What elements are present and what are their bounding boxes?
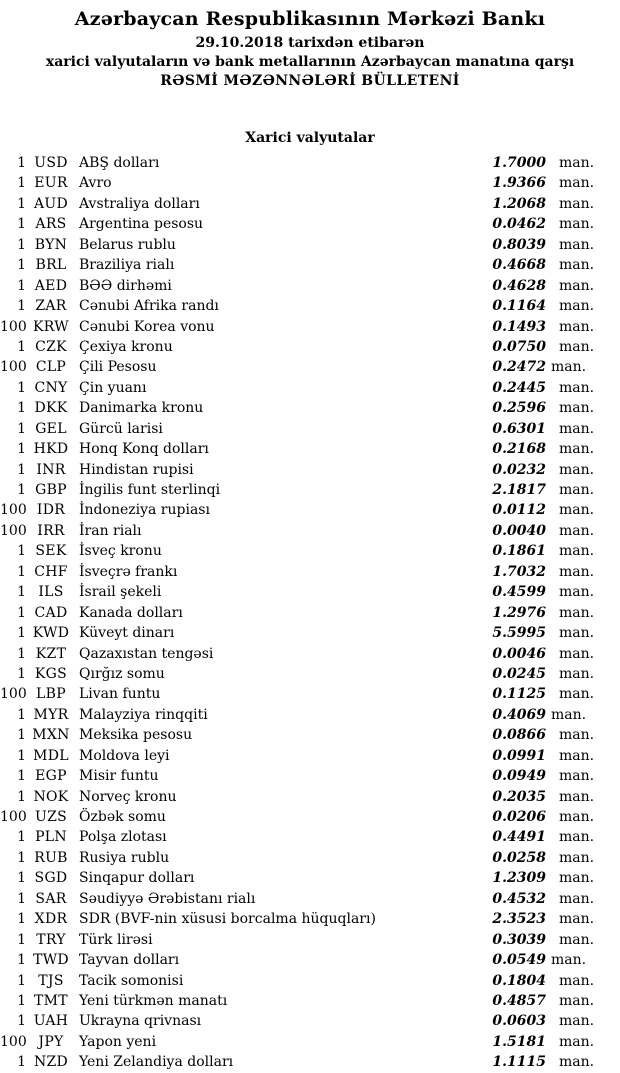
currency-rate: 0.0232	[492, 461, 546, 478]
bulletin-title: RƏSMİ MƏZƏNNƏLƏRİ BÜLLETENİ	[160, 73, 460, 89]
currency-quantity: 1	[17, 216, 26, 233]
currency-unit: man.	[559, 625, 595, 642]
currency-rate: 0.2596	[492, 400, 546, 417]
currency-code: UAH	[33, 1013, 69, 1030]
currency-unit: man.	[559, 257, 595, 274]
currency-code: ARS	[35, 216, 67, 233]
currency-name: Türk lirəsi	[79, 931, 153, 948]
subject-line: xarici valyutaların və bank metallarının Azərbaycan manatına qarşı	[45, 54, 575, 70]
currency-unit: man.	[559, 563, 595, 580]
currency-quantity: 1	[17, 890, 26, 907]
currency-row	[0, 623, 600, 643]
currency-quantity: 1	[17, 441, 26, 458]
currency-row	[0, 521, 600, 541]
currency-name: Yapon yeni	[79, 1033, 157, 1050]
currency-code: HKD	[33, 441, 69, 458]
currency-name: Çexiya kronu	[79, 338, 173, 355]
currency-quantity: 100	[0, 359, 27, 376]
currency-quantity: 1	[17, 747, 26, 764]
currency-row	[0, 173, 600, 193]
currency-rate: 1.9366	[492, 175, 546, 192]
currency-name: Qazaxıstan tengəsi	[79, 645, 214, 662]
currency-code: SGD	[34, 870, 68, 887]
currency-unit: man.	[559, 195, 595, 212]
currency-quantity: 1	[17, 563, 26, 580]
currency-quantity: 1	[17, 952, 26, 969]
currency-row	[0, 296, 600, 316]
currency-name: Küveyt dinarı	[79, 625, 175, 642]
currency-code: KWD	[32, 625, 70, 642]
currency-quantity: 1	[17, 645, 26, 662]
currency-quantity: 1	[17, 400, 26, 417]
currency-quantity: 1	[17, 849, 26, 866]
currency-name: Moldova leyi	[79, 747, 170, 764]
currency-quantity: 1	[17, 236, 26, 253]
currency-quantity: 1	[17, 461, 26, 478]
currency-name: Qırğız somu	[79, 665, 165, 682]
currency-row	[0, 378, 600, 398]
currency-code: CHF	[34, 563, 68, 580]
currency-quantity: 1	[17, 195, 26, 212]
currency-row	[0, 419, 600, 439]
currency-row	[0, 500, 600, 520]
currency-quantity: 1	[17, 420, 26, 437]
currency-rate: 2.3523	[492, 911, 546, 928]
currency-row	[0, 603, 600, 623]
currency-row	[0, 889, 600, 909]
currency-unit: man.	[559, 543, 595, 560]
bank-title: Azərbaycan Respublikasının Mərkəzi Bankı	[74, 8, 546, 30]
currency-unit: man.	[559, 1013, 595, 1030]
currency-rate: 0.0866	[492, 727, 546, 744]
currency-name: Cənubi Korea vonu	[79, 318, 215, 335]
currency-unit: man.	[559, 1054, 595, 1071]
currency-row	[0, 725, 600, 745]
currency-rate: 0.0750	[492, 338, 546, 355]
currency-quantity: 1	[17, 992, 26, 1009]
currency-quantity: 1	[17, 379, 26, 396]
currency-code: EGP	[35, 768, 67, 785]
currency-code: ILS	[38, 584, 64, 601]
currency-row	[0, 991, 600, 1011]
currency-row	[0, 337, 600, 357]
currency-code: TRY	[36, 931, 66, 948]
currency-row	[0, 971, 600, 991]
currency-unit: man.	[559, 298, 595, 315]
currency-name: Yeni Zelandiya dolları	[79, 1054, 234, 1071]
currency-rate: 0.1125	[492, 686, 546, 703]
currency-quantity: 100	[0, 1033, 27, 1050]
currency-code: TWD	[33, 952, 69, 969]
currency-row	[0, 664, 600, 684]
currency-rate: 0.4628	[492, 277, 546, 294]
currency-quantity: 100	[0, 522, 27, 539]
currency-rate: 0.0991	[492, 747, 546, 764]
currency-unit: man.	[559, 482, 595, 498]
currency-row	[0, 194, 600, 214]
currency-unit: man.	[559, 645, 595, 662]
currency-rate: 0.1804	[492, 972, 546, 989]
currency-rate: 0.2445	[492, 379, 546, 396]
currency-row	[0, 398, 600, 418]
currency-unit: man.	[559, 768, 595, 785]
currency-rate: 0.1493	[492, 318, 546, 335]
currency-unit: man.	[559, 216, 595, 233]
currency-name: Çin yuanı	[79, 379, 147, 396]
currency-code: RUB	[34, 849, 68, 866]
currency-name: Gürcü larisi	[79, 420, 163, 437]
currency-unit: man.	[559, 461, 595, 478]
currency-unit: man.	[559, 829, 595, 846]
currency-row	[0, 705, 600, 725]
currency-code: CZK	[35, 338, 67, 355]
currency-row	[0, 357, 600, 377]
currency-quantity: 1	[17, 543, 26, 560]
currency-quantity: 1	[17, 1054, 26, 1071]
currency-quantity: 1	[17, 175, 26, 192]
currency-quantity: 1	[17, 604, 26, 621]
currency-quantity: 1	[17, 931, 26, 948]
currency-unit: man.	[559, 400, 595, 417]
currency-name: Ukrayna qrivnası	[79, 1013, 202, 1030]
currency-name: İngilis funt sterlinqi	[79, 482, 221, 498]
currency-code: DKK	[34, 400, 68, 417]
currency-unit: man.	[559, 686, 595, 703]
currency-name: İndoneziya rupiası	[79, 502, 210, 519]
currency-unit: man.	[559, 727, 595, 744]
currency-unit: man.	[551, 706, 587, 723]
currency-rate: 0.4668	[492, 257, 546, 274]
currency-row	[0, 684, 600, 704]
currency-code: KRW	[33, 318, 69, 335]
currency-quantity: 1	[17, 1013, 26, 1030]
currency-rate: 0.0245	[492, 665, 546, 682]
currency-code: PLN	[35, 829, 67, 846]
currency-rate: 0.0258	[492, 849, 546, 866]
currency-code: IDR	[36, 502, 66, 519]
currency-row	[0, 235, 600, 255]
currency-row	[0, 950, 600, 970]
currency-quantity: 1	[17, 298, 26, 315]
currency-code: UZS	[34, 809, 68, 825]
currency-name: Rusiya rublu	[79, 849, 170, 866]
currency-rate: 0.2035	[492, 788, 546, 805]
currency-code: KZT	[35, 645, 67, 662]
currency-name: Hindistan rupisi	[79, 461, 194, 478]
currency-code: JPY	[38, 1033, 64, 1050]
currency-unit: man.	[559, 175, 595, 192]
currency-quantity: 1	[17, 768, 26, 785]
currency-code: USD	[34, 155, 68, 171]
currency-name: Səudiyyə Ərəbistanı rialı	[79, 890, 256, 907]
currency-name: ABŞ dolları	[79, 155, 160, 171]
currency-code: CAD	[34, 604, 68, 621]
currency-quantity: 1	[17, 277, 26, 294]
currency-row	[0, 766, 600, 786]
currency-quantity: 1	[17, 829, 26, 846]
currency-unit: man.	[559, 890, 595, 907]
currency-name: Avro	[79, 175, 112, 192]
currency-name: Kanada dolları	[79, 604, 183, 621]
currency-code: CLP	[35, 359, 67, 376]
currency-code: BYN	[34, 236, 68, 253]
currency-name: İran rialı	[79, 522, 142, 539]
currency-name: BƏƏ dirhəmi	[79, 277, 172, 294]
currency-quantity: 1	[17, 338, 26, 355]
currency-rate: 0.0949	[492, 768, 546, 785]
currency-code: SEK	[35, 543, 67, 560]
currency-row	[0, 317, 600, 337]
currency-rate: 0.0549	[492, 952, 546, 969]
currency-quantity: 1	[17, 727, 26, 744]
currency-unit: man.	[551, 952, 587, 969]
currency-code: BRL	[35, 257, 67, 274]
currency-rate: 1.2068	[492, 195, 546, 212]
currency-unit: man.	[559, 931, 595, 948]
currency-unit: man.	[559, 992, 595, 1009]
currency-unit: man.	[559, 420, 595, 437]
currency-name: Argentina pesosu	[79, 216, 204, 233]
rates-table	[0, 153, 620, 1073]
currency-row	[0, 255, 600, 275]
currency-code: LBP	[36, 686, 66, 703]
currency-row	[0, 1052, 600, 1072]
currency-row	[0, 746, 600, 766]
currency-rate: 0.2472	[492, 359, 546, 376]
currency-rate: 0.4491	[492, 829, 546, 846]
currency-code: IRR	[37, 522, 65, 539]
currency-rate: 0.0462	[492, 216, 546, 233]
currency-name: Çili Pesosu	[79, 359, 157, 376]
currency-row	[0, 480, 600, 500]
currency-row	[0, 787, 600, 807]
currency-rate: 0.4069	[492, 706, 546, 723]
currency-unit: man.	[559, 277, 595, 294]
currency-name: İsrail şekeli	[79, 584, 162, 601]
currency-name: Tayvan dolları	[79, 952, 180, 969]
currency-row	[0, 582, 600, 602]
currency-rate: 1.7032	[492, 563, 546, 580]
currency-unit: man.	[559, 809, 595, 825]
currency-row	[0, 1011, 600, 1031]
currency-rate: 0.4857	[492, 992, 546, 1009]
currency-code: MYR	[33, 706, 69, 723]
currency-rate: 1.1115	[492, 1054, 546, 1071]
currency-row	[0, 439, 600, 459]
currency-rate: 0.1164	[492, 298, 546, 315]
currency-unit: man.	[559, 236, 595, 253]
currency-row	[0, 541, 600, 561]
currency-unit: man.	[559, 379, 595, 396]
currency-quantity: 1	[17, 625, 26, 642]
currency-rate: 0.8039	[492, 236, 546, 253]
currency-code: ZAR	[35, 298, 67, 315]
currency-row	[0, 909, 600, 929]
currency-rate: 1.2976	[492, 604, 546, 621]
currency-unit: man.	[551, 359, 587, 376]
currency-name: İsveçrə frankı	[79, 563, 178, 580]
currency-unit: man.	[559, 1033, 595, 1050]
currency-code: SAR	[35, 890, 67, 907]
currency-name: Meksika pesosu	[79, 727, 193, 744]
currency-rate: 0.0046	[492, 645, 546, 662]
currency-rate: 0.0040	[492, 522, 546, 539]
currency-quantity: 1	[17, 584, 26, 601]
currency-quantity: 1	[17, 911, 26, 928]
currency-row	[0, 562, 600, 582]
currency-row	[0, 827, 600, 847]
currency-row	[0, 868, 600, 888]
currency-rate: 1.5181	[492, 1033, 546, 1050]
currency-quantity: 1	[17, 870, 26, 887]
currency-unit: man.	[559, 318, 595, 335]
currency-code: NOK	[33, 788, 69, 805]
currency-rate: 2.1817	[492, 482, 546, 498]
currency-row	[0, 214, 600, 234]
currency-name: Sinqapur dolları	[79, 870, 195, 887]
currency-quantity: 1	[17, 665, 26, 682]
currency-rate: 5.5995	[492, 625, 546, 642]
currency-row	[0, 153, 600, 173]
currency-name: SDR (BVF-nin xüsusi borcalma hüquqları)	[79, 911, 376, 928]
currency-unit: man.	[559, 441, 595, 458]
currency-code: CNY	[34, 379, 68, 396]
currency-code: TJS	[38, 972, 64, 989]
currency-unit: man.	[559, 870, 595, 887]
currency-code: MXN	[32, 727, 70, 744]
currency-quantity: 1	[17, 482, 26, 498]
currency-name: Livan funtu	[79, 686, 161, 703]
currency-unit: man.	[559, 155, 595, 171]
currency-unit: man.	[559, 502, 595, 519]
currency-rate: 0.6301	[492, 420, 546, 437]
currency-row	[0, 930, 600, 950]
currency-rate: 0.1861	[492, 543, 546, 560]
currency-rate: 1.7000	[492, 155, 546, 171]
currency-quantity: 100	[0, 502, 27, 519]
currency-rate: 0.0603	[492, 1013, 546, 1030]
currency-name: Özbək somu	[79, 809, 166, 825]
currency-rate: 0.0206	[492, 809, 546, 825]
currency-name: Cənubi Afrika randı	[79, 298, 219, 315]
currency-quantity: 1	[17, 257, 26, 274]
currency-row	[0, 644, 600, 664]
currency-unit: man.	[559, 584, 595, 601]
currency-quantity: 1	[17, 788, 26, 805]
currency-code: TMT	[34, 992, 68, 1009]
currency-row	[0, 848, 600, 868]
currency-unit: man.	[559, 604, 595, 621]
currency-name: Norveç kronu	[79, 788, 177, 805]
currency-name: Danimarka kronu	[79, 400, 204, 417]
currency-name: İsveç kronu	[79, 543, 162, 560]
currency-rate: 0.0112	[492, 502, 546, 519]
currency-name: Tacik somonisi	[79, 972, 184, 989]
currency-row	[0, 1032, 600, 1052]
currency-rate: 0.2168	[492, 441, 546, 458]
currency-quantity: 1	[17, 706, 26, 723]
currency-code: AED	[34, 277, 68, 294]
currency-name: Honq Konq dolları	[79, 441, 209, 458]
currency-rate: 1.2309	[492, 870, 546, 887]
currency-name: Polşa zlotası	[79, 829, 167, 846]
currency-row	[0, 460, 600, 480]
currency-rate: 0.4599	[492, 584, 546, 601]
currency-name: Belarus rublu	[79, 236, 176, 253]
currency-code: INR	[36, 461, 66, 478]
currency-unit: man.	[559, 665, 595, 682]
currency-unit: man.	[559, 849, 595, 866]
currency-quantity: 1	[17, 155, 26, 171]
currency-unit: man.	[559, 522, 595, 539]
currency-quantity: 100	[0, 318, 27, 335]
currency-name: Yeni türkmən manatı	[79, 992, 228, 1009]
currency-code: KGS	[34, 665, 68, 682]
currency-quantity: 100	[0, 686, 27, 703]
currency-rate: 0.4532	[492, 890, 546, 907]
currency-code: GBP	[35, 482, 67, 498]
currency-quantity: 100	[0, 809, 27, 825]
currency-name: Braziliya rialı	[79, 257, 175, 274]
currency-unit: man.	[559, 747, 595, 764]
currency-row	[0, 276, 600, 296]
currency-unit: man.	[559, 972, 595, 989]
currency-name: Misir funtu	[79, 768, 159, 785]
bulletin-header	[0, 4, 620, 91]
currency-code: AUD	[33, 195, 69, 212]
currency-name: Malayziya rinqqiti	[79, 706, 208, 723]
currency-code: NZD	[33, 1054, 69, 1071]
currency-code: GEL	[35, 420, 67, 437]
currency-unit: man.	[559, 911, 595, 928]
effective-date-line: 29.10.2018 tarixdən etibarən	[195, 35, 425, 51]
currency-code: MDL	[33, 747, 69, 764]
section-title-foreign-currencies: Xarici valyutalar	[245, 130, 375, 146]
currency-unit: man.	[559, 338, 595, 355]
currency-name: Avstraliya dolları	[79, 195, 200, 212]
currency-row	[0, 807, 600, 827]
currency-code: EUR	[34, 175, 68, 192]
currency-code: XDR	[34, 911, 68, 928]
currency-unit: man.	[559, 788, 595, 805]
currency-rate: 0.3039	[492, 931, 546, 948]
currency-quantity: 1	[17, 972, 26, 989]
